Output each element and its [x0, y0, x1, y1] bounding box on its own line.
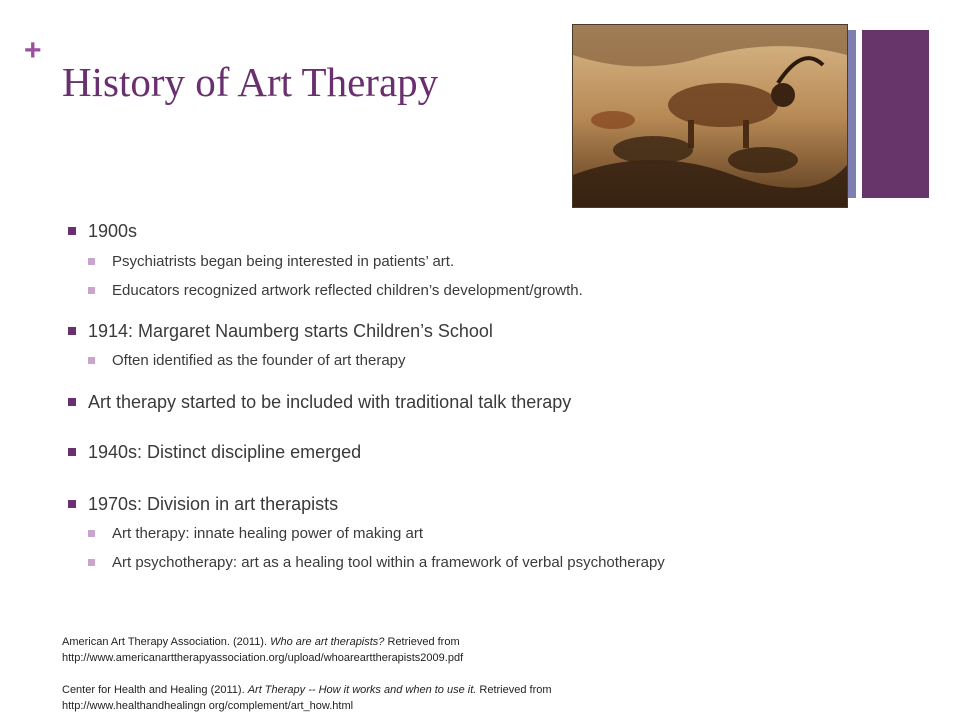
sub-bullet: Educators recognized artwork reflected children’s development/growth.	[88, 281, 888, 300]
references	[62, 634, 942, 714]
reference-author: American Art Therapy Association. (2011).	[62, 636, 271, 648]
sub-bullet: Often identified as the founder of art therapy	[88, 351, 888, 370]
accent-bar-thick	[862, 30, 929, 198]
sub-bullet: Art psychotherapy: art as a healing tool within a framework of verbal psychotherapy	[88, 553, 792, 572]
reference-1	[62, 634, 942, 650]
page-title: History of Art Therapy	[62, 59, 439, 105]
reference-author: Center for Health and Healing (2011).	[62, 684, 248, 696]
reference-url[interactable]: http://www.healthandhealingn org/complement/art_how.html	[62, 700, 354, 712]
bullet-1940s: 1940s: Distinct discipline emerged	[68, 441, 888, 463]
reference-tail: Retrieved from	[476, 684, 552, 696]
reference-tail: Retrieved from	[384, 636, 460, 648]
bullet-group	[68, 320, 888, 370]
bullet-group	[68, 220, 888, 300]
reference-2	[62, 682, 942, 698]
sub-bullet: Art therapy: innate healing power of making art	[88, 524, 888, 543]
bullet-1914: 1914: Margaret Naumberg starts Children’s School	[68, 320, 888, 342]
cave-painting-image	[572, 24, 848, 208]
reference-url[interactable]: http://www.americanarttherapyassociation.org/upload/whoarearttherapists2009.pdf	[62, 652, 464, 664]
plus-icon: +	[24, 34, 42, 67]
bullet-talk-therapy: Art therapy started to be included with traditional talk therapy	[68, 391, 888, 413]
bullet-1900s: 1900s	[68, 220, 888, 242]
sub-bullet: Psychiatrists began being interested in patients’ art.	[88, 252, 888, 271]
bullet-1970s: 1970s: Division in art therapists	[68, 493, 888, 515]
accent-bar-thin	[848, 30, 856, 198]
reference-title: Who are art therapists?	[270, 636, 385, 648]
bullet-group	[68, 493, 888, 572]
reference-title: Art Therapy -- How it works and when to use it.	[247, 684, 477, 696]
bullet-list	[68, 220, 888, 572]
cave-painting-icon	[573, 25, 847, 207]
